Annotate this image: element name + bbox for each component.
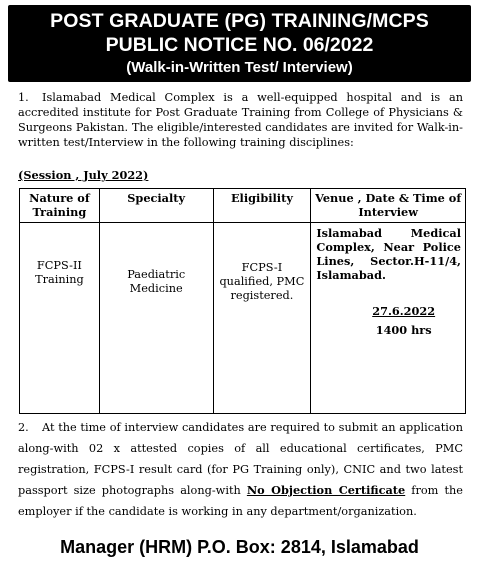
cell-venue xyxy=(311,223,466,414)
header-specialty: Specialty xyxy=(99,189,213,223)
interview-time: 1400 hrs xyxy=(375,323,432,337)
cell-specialty: Paediatric Medicine xyxy=(99,223,213,414)
paragraph-1-number: 1. xyxy=(18,91,29,104)
table-row xyxy=(20,223,466,414)
venue-address: Islamabad Medical Complex, Near Police Lines, Sector.H-11/4, Islamabad. xyxy=(316,226,461,282)
cell-eligibility: FCPS-I qualified, PMC registered. xyxy=(213,223,311,414)
paragraph-2-number: 2. xyxy=(18,421,29,434)
interview-date: 27.6.2022 xyxy=(372,304,436,318)
paragraph-2-text: At the time of interview candidates are required to submit an application along-with 02 x attested copies of all educational certificates, PMC registration, FCPS-I result card (for PG Training only), CNIC and two latest passport size photographs along-with xyxy=(18,421,463,497)
header-venue-date-time: Venue , Date & Time of Interview xyxy=(311,189,466,223)
notice-subtitle: (Walk-in-Written Test/ Interview) xyxy=(126,59,353,76)
paragraph-2 xyxy=(18,417,463,522)
header-eligibility: Eligibility xyxy=(213,189,311,223)
notice-header xyxy=(8,5,471,82)
cell-nature: FCPS-II Training xyxy=(20,223,100,414)
no-objection-certificate-emphasis: No Objection Certificate xyxy=(246,483,406,497)
table-header-row xyxy=(20,189,466,223)
notice-number: PUBLIC NOTICE NO. 06/2022 xyxy=(105,34,374,56)
header-title: POST GRADUATE (PG) TRAINING/MCPS xyxy=(50,10,429,32)
contact-footer: Manager (HRM) P.O. Box: 2814, Islamabad xyxy=(60,537,419,557)
training-table xyxy=(19,188,466,414)
header-nature-of-training: Nature of Training xyxy=(20,189,100,223)
paragraph-1 xyxy=(18,90,463,150)
paragraph-1-text: Islamabad Medical Complex is a well-equipped hospital and is an accredited institute for Post Graduate Training from College of Physicians & Surgeons Pakistan. The eligible/interested candidates are invited for Walk-in-written test/Interview in the following training disciplines: xyxy=(18,91,463,149)
session-label: (Session , July 2022) xyxy=(18,168,149,182)
paragraph-2-text-end: from the employer if the candidate is working in any department/organization. xyxy=(18,484,463,518)
